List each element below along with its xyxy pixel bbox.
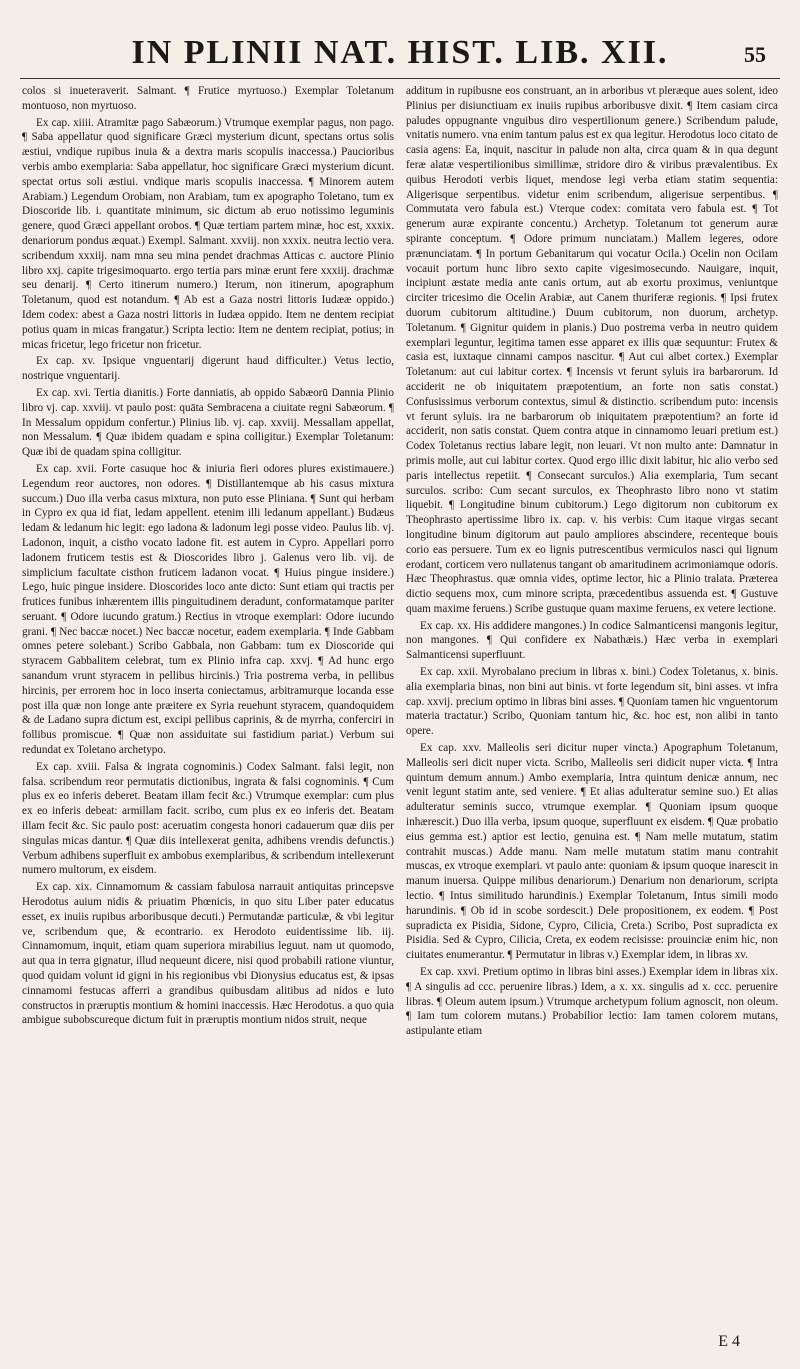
running-header: IN PLINII NAT. HIST. LIB. XII. [131,34,669,71]
paragraph: Ex cap. xxvi. Pretium optimo in libras bini asses.) Exemplar idem in libras xix. ¶ A singulis ad ccc. peruenire libras.) Idem, a x. xx. singulis ad x. ccc. peruenire libras. ¶ Oleum autem ipsum.) Vtrumque archetypum folium agnoscit, non oleum. ¶ Iam tum colorem mutans.) Probabilior lectio: Iam tamen colorem mutans, astipulante etiam [406,966,778,1038]
paragraph: Ex cap. xviii. Falsa & ingrata cognominis.) Codex Salmant. falsi legit, non falsa. scribendum reor permutatis dictionibus, ingrata & falsi cognominis. ¶ Cum plus ex eo inferis deberet. Beatam illam fecit &c.) Vtrumque exemplar: cum plus ex eo inferis debeat: armillam facit. scribo, cum plus ex eo inferis det. Beatam illam fecit &c. Sic paulo post: aceruatim congesta honori cadauerum quæ diis per singulas micas dantur. ¶ Quæ diis intellexerat genita, adhibens vrendis defunctis.) Verbum adhibens superfluit ex ambobus exemplaribus, & scribendum intellexerunt numero multorum, ex eisdem. [22,760,394,877]
paragraph: Ex cap. xvii. Forte casuque hoc & iniuria fieri odores plures existimauere.) Legendum reor auctores, non odores. ¶ Distillantemque ab his casus mixtura succum.) Duo illa verba casus mixtura, non puto esse Pliniana. ¶ Sunt qui herbam in Cypro ex qua id fiat, ledam appellent. etenim illi ledanum appellant.) Budæus ledam & ledanum hic legit: ego ladona & ladonum legi posse video. Paulus lib. vj. Ladonon, inquit, a cistho vocato ladone fit. est autem in Cypro. Appellari porro ladonem fruticem testis est & Dioscorides libro j. Galenus vero lib. vij. de simplicium facultate cisthon fruticem ladanon vocat. ¶ Huius pingue insidere.) Lego, huic pingue insidere. Dioscorides loco ante dicto: Sunt etiam qui tractis per frutices funibus inhærentem illis pinguitudinem deradunt, conformatamque pariter seruant. ¶ Odore iucundo gratum.) Rectius in vtroque exemplari: Odore iucundo grani. ¶ Nec baccæ nocet.) Nec baccæ nocetur, eadem exemplaria. ¶ Inde Gabbam omnes petere solebant.) Scribo Gabbala, non Gabbam: tum ex Dioscoride qui styracem Gabbalitem celebrat, tum ex Plinio infra cap. xxvj. ¶ Ad hunc ergo sanandum vrunt styracem in pellibus hircinis.) Tria postrema verba, in pellibus hircinis, per errorem hoc in loco inserta coniectamus, arbitramurque locanda esse post illa quæ non longe ante præitere ex Syria reuehunt styracem, quandoquidem & de Ladano supra dictum est, excipi pellibus caprinis, & de myrrha, conferciri in follibus promiscue. ¶ Quæ non assiduitate sui fastidium pariat.) Verbum sui redundat ex Toletano archetypo. [22,462,394,757]
header-rule [20,78,780,79]
signature-mark: E 4 [718,1333,740,1350]
paragraph: Ex cap. xxv. Malleolis seri dicitur nuper vincta.) Apographum Toletanum, Malleolis seri dicit nuper victa. Scribo, Malleolis seri didicit nuper victa. ¶ Intra quintum demum annum.) Ambo exemplaria, Intra quintum denicæ annum, nec venit legunt statim ante, sed veniere. ¶ Et alias adulteratur semine suo.) Et alias adulteratur seminis succo, vtrumque exemplar. ¶ Quoniam ipsum quoque inhærescit.) Duo illa verba, ipsum quoque, superfluunt ex eisdem. ¶ Quæ probatio eius gemma est.) aptior est lectio, genuina est. ¶ Nam melle mutatum, statim contrahit muscas.) Adde manu. Nam melle mutatum statim manu contrahit muscas, ex vtroque exemplari. vt paulo ante: quoniam & ipsum quoque inarescit in manum inuersa. Quippe milibus denariorum.) Denarium non denariorum, scripta lectio. ¶ Intus similitudo harundinis.) Exemplar Toletanum, Intus simili modo harundinis. ¶ Ob id in scobe sordescit.) Dele propositionem, ex eodem. ¶ Post supradicta ex Pisidia, Sidone, Cypro, Cilicia, Creta.) Scribo, Post supradicta ex Pisidia. Sed & Cypro, Cilicia, Creta, ex eodem recisisse: prouinciæ enim hic, non ciuitates enumerantur. ¶ Permutatur in libras v.) Exemplar idem, in libras xv. [406,742,778,962]
left-column [22,84,394,1342]
paragraph: Ex cap. xix. Cinnamomum & cassiam fabulosa narrauit antiquitas princepsve Herodotus auium nidis & priuatim Phœnicis, in quo situ Liber pater educatus esset, ex inuiis rupibus arboribusque decuti.) Permutandæ particulæ, & vbi legitur ve, scribendum que, & econtrario. ex Herodoto euidentissime lib. iij. Cinnamomum, inquit, etiam quam superiora mirabilius leguut. nam ut quomodo, aut qua in terra gignatur, illud nequeunt dicere, nisi quod probabili ratione viuntur, quod quidam volunt id gigni in his regionibus vbi Dionysius educatus est, & ipsas cinnamomi festucas afferri a grandibus quibusdam alitibus ad nidos e luto constructos in præruptis montium & homini inaccessis. Hæc Herodotus. a quo quia ambigue subobscureque dictum fuit in præruptis montium nidos struit, neque [22,881,394,1027]
paragraph: Ex cap. xxii. Myrobalano precium in libras x. bini.) Codex Toletanus, x. binis. alia exemplaria binas, non bini aut binis. vt forte legendum sit, bini asses. vt infra cap. xxvij. precium optimo in libras bini asses. ¶ Quoniam tamen hic vnguentorum materia tractatur.) Scribo, Quoniam tantum hic, &c. hoc est, non alibi in tanto opere. [406,666,778,738]
right-column [406,84,778,1342]
paragraph: Ex cap. xvi. Tertia dianitis.) Forte danniatis, ab oppido Sabæorū Dannia Plinio libro vj. cap. xxviij. vt paulo post: quāta Sembracena a ciuitate regni Sabæorum. ¶ In Messalum oppidum confertur.) Plinius lib. vj. cap. xxviij. Messallam appellat, non Messalum. ¶ Quæ ibidem quadam e spina colligitur.) Exemplar Toletanum: Quæ ibi de quadam spina colligitur. [22,386,394,459]
paragraph: colos si inueteraverit. Salmant. ¶ Frutice myrtuoso.) Exemplar Toletanum montuoso, non myrtuoso. [22,85,394,112]
paragraph: Ex cap. xiiii. Atramitæ pago Sabæorum.) Vtrumque exemplar pagus, non pago. ¶ Saba appellatur quod significare Græci mysterium dicunt, spectans ortus solis æstiui, vndique rupibus inuia & a dextra maris scopulis inaccessa.) Paucioribus verbis ambo exemplaria: Saba appellatur, hoc significare Græci mysterium dicunt. spectat ortus soli æstiui. vndique maris scopulis inaccessa. ¶ Minorem autem Arabiam.) Legendum Orobiam, non Arabiam, tum ex apographo Toletano, tum ex Dioscoride lib. i. quantitate minimum, sic dictum ab eruo notissimo leguminis genere, quod Græci appellant orobos. ¶ Quæ tertiam partem minæ, hoc est, xxxix. denariorum pondus æquat.) Exempl. Salmant. xxviij. non xxxix. neutra lectio vera. scribendum xxxiij. nam mna seu mina pendet drachmas Atticas c. auctore Plinio libro xxj. capite trigesimoquarto. ergo tertia pars minæ erunt fere xxxiij. drachmæ seu denarij. ¶ Certo itinerum numero.) Iterum, non itinerum, apographum Toletanum, quod est notandum. ¶ Ab est a Gaza nostri littoris Iudææ oppido.) Idem codex: abest a Gaza nostri littoris in Iudæa oppido. Item ne dentem recipiat potius quam in micas frangatur.) Scripta lectio: Item ne dentem recipiat, potius; in micas fricetur, lego fricetur non fricetur. [22,116,394,351]
page-number: 55 [744,42,766,67]
paragraph: Ex cap. xv. Ipsique vnguentarij digerunt haud difficulter.) Vetus lectio, nostrique vnguentarij. [22,355,394,383]
paragraph: Ex cap. xx. His addidere mangones.) In codice Salmanticensi mangonis legitur, non mangones. ¶ Qui confidere ex Nabathæis.) Hæc verba in exemplari Salmanticensi superfluunt. [406,619,778,662]
paragraph: additum in rupibusne eos construant, an in arboribus vt pleræque aues solent, ideo Plinius per disiunctiuam ex inuiis rupibus arboribusve dixit. ¶ Item casiam circa paludes oppugnante vnguibus diro vespertilionum genere.) Scribendum palude, vnitatis numero. vna enim tantum palus est ex qua legitur. Herodotus loco citato de casia agens: Ea, inquit, nascitur in palude non alta, circa quam & in qua degunt feræ alatæ vespertilionibus simillimæ, stridore diro & viribus prævalentibus. Ex quibus Herodoti verbis liquet, mendose legi verba etiam statim sequentia: Aligerisque serpentibus. videtur enim scribendum, aligerisue serpentibus. ¶ Commutata vero fabula est.) Vterque codex: comitata vero fabula est. ¶ Tot generum auræ expirante concentu.) Archetyp. Toletanum tot generum auræ spirante conceptum. ¶ Odore primum nunciatam.) Mallem legeres, odore prænunciatam. ¶ In portum Gebanitarum qui vocatur Ocila.) Ocelin non Ocilam vocauit portum hunc libro sexto capite vigesimosecundo. Nauigare, inquit, incipiunt æstate media ante canis ortum, aut ab exortu proximus, veniuntque circiter tricesimo die Ocelin Arabiæ, aut Canem thuriferæ regionis. ¶ Ipsi frutex duorum cubitorum altitudine.) Duum cubitorum, non duorum, archetyp. Toletanum. ¶ Gignitur quidem in planis.) Duo postrema verba in neutro quidem exemplari leguntur, legitima tamen esse apparet ex illis quæ sequuntur: Frutex & casia est, iuxtaque cinnami campos nascitur. ¶ Aut cui albet cortex.) Exemplar Toletanum: aut cui labitur cortex. ¶ Incensis vt ferunt syluis ira barbarorum. Id acciderit ne ob iniquitatem præpotentium, an forte non satis constat.) Confusissimus verborum contextus, simul & distinctio. scribendum puto: incensis vt ferunt syluis. ira ne barbarorum ob iniquitatem præpotentium? an forte id acciderit, non satis constat. Quem contra atque in cinnamomo leuari pretium est.) Codex Toletanus rectius labare legit, non leuari. Vt non multo ante: Damnatur in primis molle, aut cui labitur cortex. Quod ergo illic dixit labitur, hic alio verbo sed paris intellectus repetiit. ¶ Consecant surculos.) Alia exemplaria, Tum secant surculos. scribo: Cum secant surculos, ex Theophrasto libro nono vt statim liquebit. ¶ Longitudine binum cubitorum.) Lego digitorum non cubitorum ex Theophrasto apertissime libro ix. cap. v. his verbis: Cum itaque virgas secant longitudine binum digitorum aut paulo ampliores abscindere, recenteque bouis corio eas persuere. Tum ex eo lignis putrescentibus vermiculos nasci qui lignum erodant, corticem vero nullatenus tangant ob amaritudinem acrimoniamque odoris. Hæc Theophrastus. quæ omnia vides, optime lector, hic a Plinio tralata. Præterea dictio sequens mox, cum minore scripta, præcedentibus assuenda est. ¶ Gustuve quam maxime feruens.) Scribe gustuque quam maxime feruens, ex vetere lectione. [406,85,778,615]
